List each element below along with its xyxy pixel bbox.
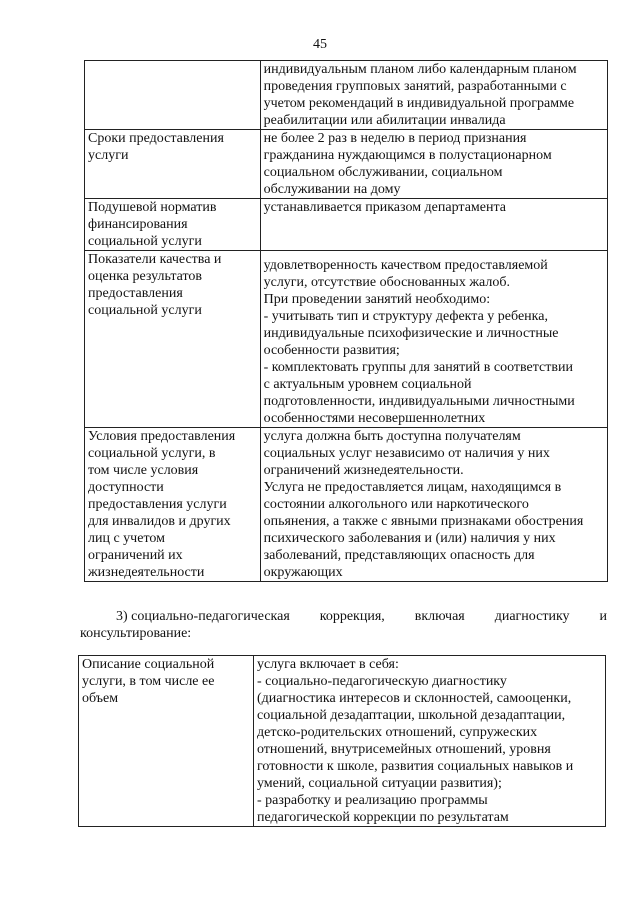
text-line: для инвалидов и других (88, 514, 231, 529)
text-line: услуги (88, 148, 129, 163)
text-line: Подушевой норматив (88, 200, 217, 215)
text-line: ограничений жизнедеятельности. (263, 463, 464, 478)
text-line: отношений, внутрисемейных отношений, уровня (256, 742, 551, 757)
text-line: гражданина нуждающимся в полустационарном (263, 148, 552, 163)
row-label-cell (85, 130, 261, 199)
text-line: - социально-педагогическую диагностику (256, 674, 507, 689)
text-line: удовлетворенность качеством предоставляемой (263, 258, 548, 273)
text-line: особенностями несовершеннолетних (263, 411, 486, 426)
text-line: обслуживании на дому (263, 182, 401, 197)
services-table-continued (84, 60, 608, 582)
table-row (85, 61, 608, 130)
row-value-cell (260, 199, 607, 251)
row-label-cell (79, 656, 254, 827)
text-line: финансирования (88, 217, 188, 232)
text-line: предоставления услуги (88, 497, 227, 512)
text-line: индивидуальные психофизические и личностные (263, 326, 559, 341)
text-line: услуги, в том числе ее (82, 674, 215, 689)
text-line: - учитывать тип и структуру дефекта у ребенка, (263, 309, 548, 324)
text-line: Показатели качества и (88, 252, 222, 267)
text-line: Услуга не предоставляется лицам, находящимся в (263, 480, 562, 495)
text-line: лиц с учетом (88, 531, 165, 546)
text-line: При проведении занятий необходимо: (263, 292, 491, 307)
row-value-cell (253, 656, 605, 827)
text-line: проведения групповых занятий, разработанными с (263, 79, 567, 94)
text-line: - разработку и реализацию программы (256, 793, 488, 808)
row-value-cell (260, 251, 607, 428)
text-line: социальной услуги (88, 234, 202, 249)
paragraph-word: коррекция, (319, 609, 385, 624)
text-line: том числе условия (88, 463, 199, 478)
text-line: объем (82, 691, 119, 706)
text-line: детско-родительских отношений, супружеских (256, 725, 538, 740)
paragraph-first-line (80, 608, 607, 625)
row-label-cell (85, 428, 261, 582)
table-row (85, 130, 608, 199)
text-line: (диагностика интересов и склонностей, самооценки, (256, 691, 572, 706)
text-line: устанавливается приказом департамента (263, 200, 506, 215)
text-line: реабилитации или абилитации инвалида (263, 113, 506, 128)
text-line: окружающих (263, 565, 343, 580)
text-line: индивидуальным планом либо календарным планом (263, 62, 577, 77)
text-line: социальной дезадаптации, школьной дезадаптации, (256, 708, 566, 723)
row-value-cell (260, 61, 607, 130)
section-paragraph (80, 608, 607, 642)
text-line: подготовленности, индивидуальными личностными (263, 394, 575, 409)
text-line: умений, социальной ситуации развития); (256, 776, 502, 791)
services-table-new (78, 655, 606, 827)
text-line: Сроки предоставления (88, 131, 224, 146)
text-line: с актуальным уровнем социальной (263, 377, 472, 392)
row-label-cell (85, 61, 261, 130)
text-line: - комплектовать группы для занятий в соответствии (263, 360, 573, 375)
row-label-cell (85, 199, 261, 251)
text-line: жизнедеятельности (88, 565, 205, 580)
paragraph-second-line: консультирование: (80, 626, 192, 641)
text-line: Условия предоставления (88, 429, 236, 444)
row-value-cell (260, 428, 607, 582)
paragraph-word: включая (414, 609, 465, 624)
text-line: готовности к школе, развития социальных навыков и (256, 759, 574, 774)
text-line: предоставления (88, 286, 183, 301)
text-line: психического заболевания и (или) наличия у них (263, 531, 556, 546)
table-row (85, 251, 608, 428)
table-row (85, 428, 608, 582)
text-line: оценка результатов (88, 269, 203, 284)
table-row (85, 199, 608, 251)
text-line: услуги, отсутствие обоснованных жалоб. (263, 275, 510, 290)
text-line: социальном обслуживании, социальном (263, 165, 503, 180)
text-line: учетом рекомендаций в индивидуальной программе (263, 96, 575, 111)
row-value-cell (260, 130, 607, 199)
text-line: не более 2 раз в неделю в период признания (263, 131, 527, 146)
row-label-cell (85, 251, 261, 428)
text-line: состоянии алкогольного или наркотического (263, 497, 529, 512)
table-row (79, 656, 606, 827)
paragraph-word: 3) социально-педагогическая (116, 609, 290, 624)
text-line: ограничений их (88, 548, 183, 563)
text-line: педагогической коррекции по результатам (256, 810, 509, 825)
text-line: услуга должна быть доступна получателям (263, 429, 521, 444)
text-line: особенности развития; (263, 343, 400, 358)
text-line: заболеваний, представляющих опасность для (263, 548, 535, 563)
text-line: социальной услуги, в (88, 446, 216, 461)
paragraph-word: и (599, 609, 607, 624)
page-number: 45 (313, 37, 327, 52)
text-line: услуга включает в себя: (256, 657, 399, 672)
text-line: опьянения, а также с явными признаками обострения (263, 514, 584, 529)
text-line: доступности (88, 480, 164, 495)
text-line: Описание социальной (82, 657, 215, 672)
text-line: социальной услуги (88, 303, 202, 318)
paragraph-word: диагностику (494, 609, 570, 624)
text-line: социальных услуг независимо от наличия у них (263, 446, 550, 461)
